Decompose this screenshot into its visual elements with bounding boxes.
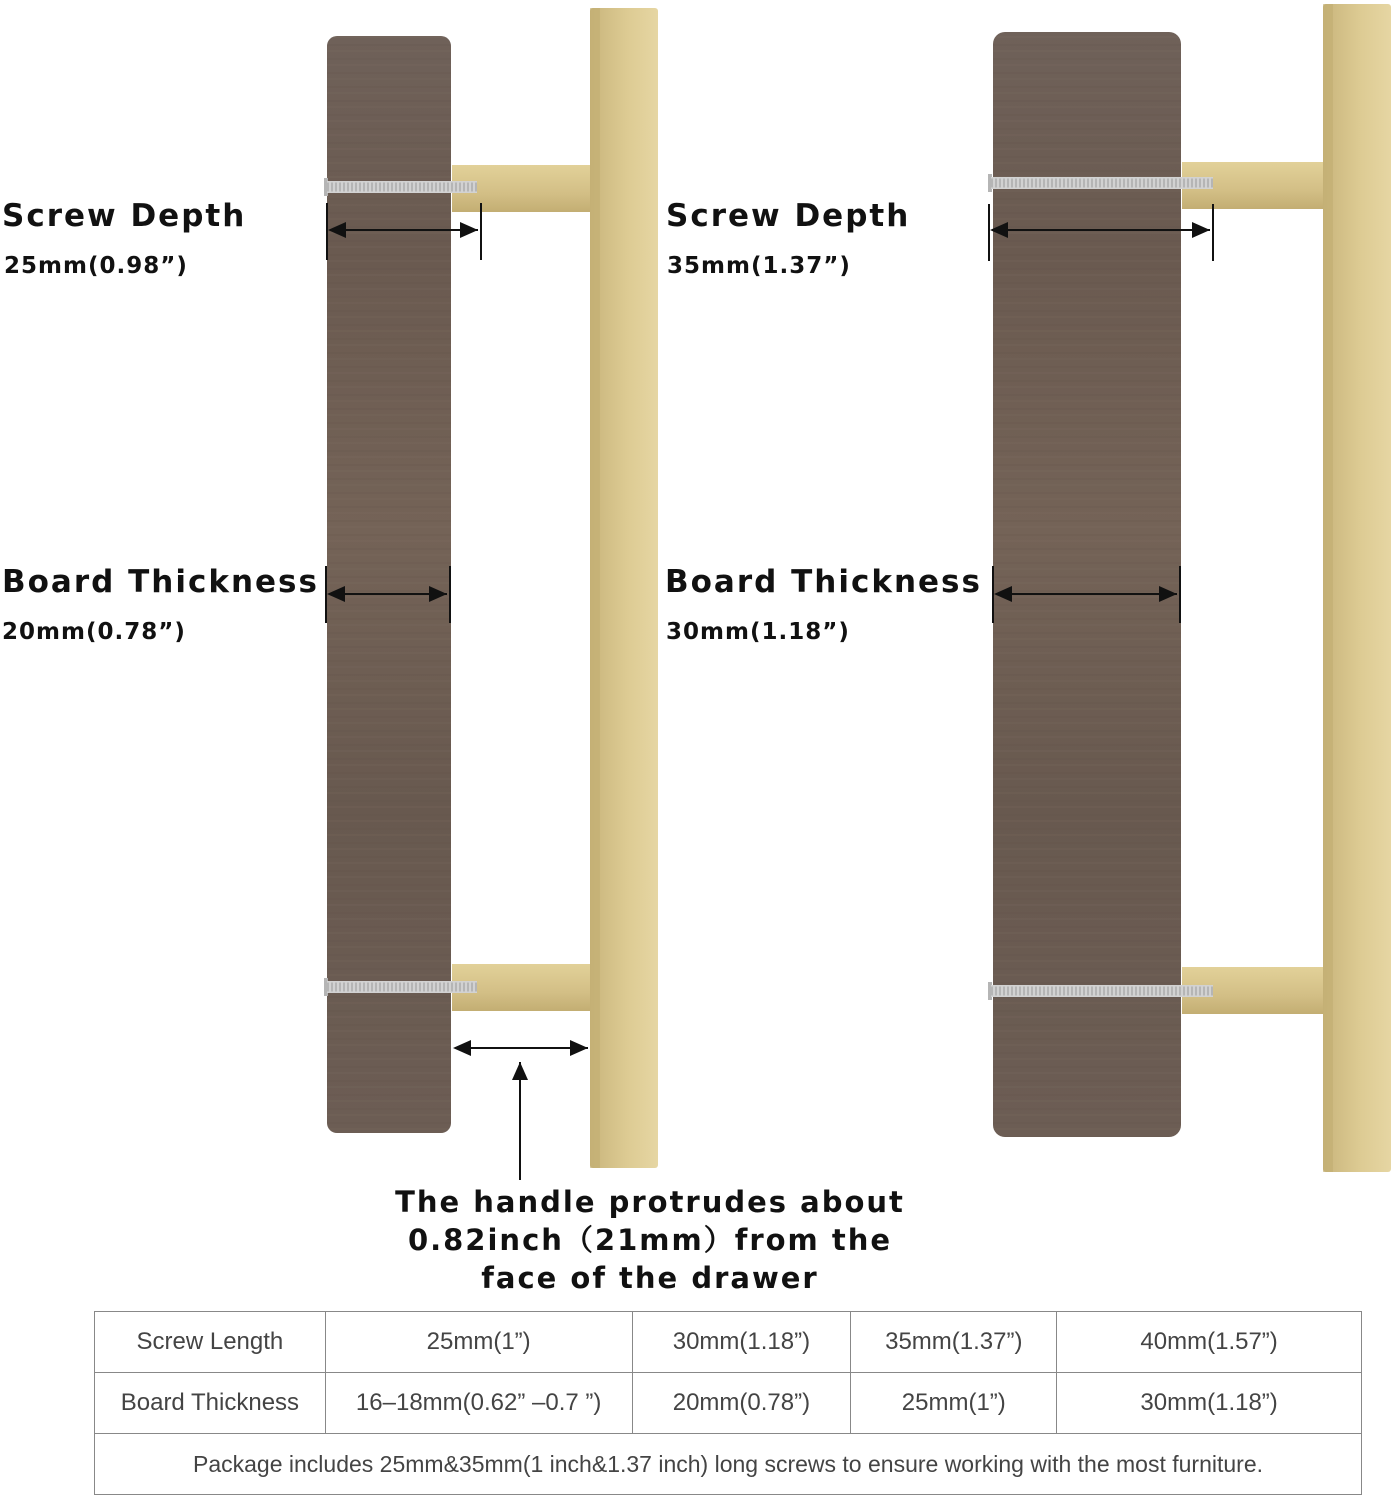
- right-screw-depth-value: 35mm(1.37”): [667, 253, 851, 279]
- table-row: [95, 1434, 1362, 1495]
- right-handle-bar: [1323, 4, 1391, 1172]
- table-row: [95, 1373, 1362, 1434]
- table-cell: 35mm(1.37”): [851, 1312, 1057, 1373]
- table-row: [95, 1312, 1362, 1373]
- left-handle-bar: [590, 8, 658, 1168]
- caption-line-3: face of the drawer: [481, 1261, 819, 1295]
- caption-line-2: 0.82inch（21mm）from the: [407, 1223, 893, 1257]
- right-screw-depth-label: Screw Depth: [666, 198, 911, 234]
- right-board-thickness-label: Board Thickness: [665, 564, 982, 600]
- table-cell: 25mm(1”): [851, 1373, 1057, 1434]
- protrusion-caption: [330, 1183, 970, 1297]
- right-board-thickness-value: 30mm(1.18”): [666, 619, 850, 645]
- package-note: Package includes 25mm&35mm(1 inch&1.37 inch) long screws to ensure working with the most furniture.: [95, 1434, 1362, 1495]
- table-cell: 25mm(1”): [325, 1312, 632, 1373]
- table-cell: 40mm(1.57”): [1057, 1312, 1362, 1373]
- caption-line-1: The handle protrudes about: [395, 1185, 905, 1219]
- table-cell: 30mm(1.18”): [1057, 1373, 1362, 1434]
- left-screw-depth-value: 25mm(0.98”): [4, 253, 188, 279]
- table-cell: Screw Length: [95, 1312, 326, 1373]
- left-board-thickness-value: 20mm(0.78”): [2, 619, 186, 645]
- left-board-thickness-label: Board Thickness: [2, 564, 319, 600]
- spec-table: [94, 1311, 1362, 1495]
- table-cell: 30mm(1.18”): [632, 1312, 851, 1373]
- left-handle-assembly: [324, 8, 658, 1180]
- left-screw-depth-label: Screw Depth: [2, 198, 247, 234]
- table-cell: 20mm(0.78”): [632, 1373, 851, 1434]
- right-handle-assembly: [988, 4, 1391, 1172]
- table-cell: 16–18mm(0.62” –0.7 ”): [325, 1373, 632, 1434]
- table-cell: Board Thickness: [95, 1373, 326, 1434]
